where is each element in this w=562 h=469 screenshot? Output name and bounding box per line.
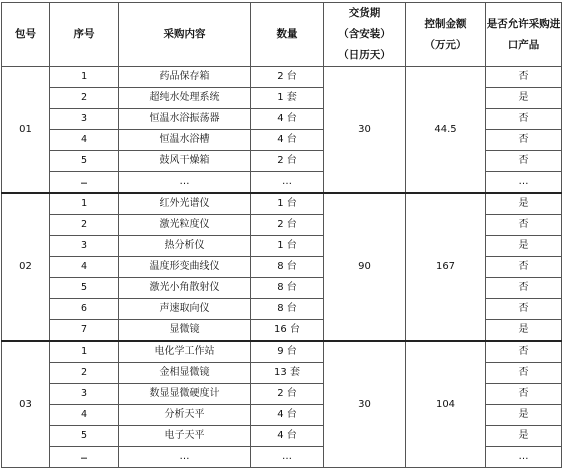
header-import-line: 口产品 [507,38,540,51]
header-delivery-line: 交货期 [348,7,381,19]
seq-cell: 5 [50,278,119,299]
quantity-cell: 9 台 [251,341,324,363]
quantity-cell: 1 套 [251,88,324,109]
item-cell: 激光粒度仪 [119,215,251,236]
header-control-amount [406,3,486,67]
seq-cell: 3 [50,109,119,130]
seq-cell: 2 [50,363,119,384]
quantity-cell: 4 台 [251,109,324,130]
item-cell: 电化学工作站 [119,341,251,363]
seq-cell: 6 [50,299,119,320]
quantity-cell: 8 台 [251,257,324,278]
import-cell: 是 [486,88,562,109]
header-import-allowed [486,3,562,67]
item-cell: 数显显微硬度计 [119,384,251,405]
item-cell: 激光小角散射仪 [119,278,251,299]
item-cell: 药品保存箱 [119,67,251,88]
import-cell: 否 [486,341,562,363]
import-cell: 是 [486,405,562,426]
item-cell: … [119,172,251,194]
seq-cell: 5 [50,151,119,172]
seq-cell: 4 [50,257,119,278]
package-id-cell: 03 [2,341,50,468]
header-delivery-period [324,3,406,67]
quantity-cell: … [251,447,324,468]
package-id-cell: 01 [2,67,50,194]
quantity-cell: 13 套 [251,363,324,384]
import-cell: 否 [486,278,562,299]
table-body [2,67,562,468]
item-cell: 恒温水浴振荡器 [119,109,251,130]
package-id-cell: 02 [2,193,50,341]
amount-cell: 44.5 [406,67,486,194]
delivery-cell: 30 [324,67,406,194]
table-row [2,193,562,215]
seq-cell: 1 [50,341,119,363]
header-amount-line: 控制金额 [424,17,467,30]
item-cell: … [119,447,251,468]
seq-cell: 1 [50,193,119,215]
seq-cell: 2 [50,215,119,236]
header-package-no: 包号 [2,3,50,67]
import-cell: 是 [486,426,562,447]
quantity-cell: 8 台 [251,278,324,299]
header-import-line: 是否允许采购进 [486,17,561,30]
item-cell: 超纯水处理系统 [119,88,251,109]
item-cell: 鼓风干燥箱 [119,151,251,172]
quantity-cell: 2 台 [251,67,324,88]
quantity-cell: 16 台 [251,320,324,342]
amount-cell: 167 [406,193,486,341]
delivery-cell: 90 [324,193,406,341]
import-cell: 是 [486,320,562,342]
seq-cell: … [50,172,119,194]
import-cell: 否 [486,151,562,172]
quantity-cell: 4 台 [251,130,324,151]
import-cell: 否 [486,67,562,88]
seq-cell: 5 [50,426,119,447]
table-row [2,67,562,88]
procurement-table [1,2,562,468]
import-cell: 否 [486,299,562,320]
import-cell: 否 [486,363,562,384]
quantity-cell: 1 台 [251,236,324,257]
seq-cell: 2 [50,88,119,109]
header-seq-no: 序号 [50,3,119,67]
item-cell: 红外光谱仪 [119,193,251,215]
item-cell: 电子天平 [119,426,251,447]
import-cell: 否 [486,130,562,151]
quantity-cell: 2 台 [251,151,324,172]
delivery-cell: 30 [324,341,406,468]
quantity-cell: 4 台 [251,405,324,426]
item-cell: 声速取向仪 [119,299,251,320]
quantity-cell: 2 台 [251,384,324,405]
item-cell: 金相显微镜 [119,363,251,384]
quantity-cell: 8 台 [251,299,324,320]
import-cell: 否 [486,257,562,278]
import-cell: 否 [486,215,562,236]
quantity-cell: 1 台 [251,193,324,215]
seq-cell: 4 [50,405,119,426]
header-delivery-line: （日历天） [338,49,391,61]
seq-cell: 1 [50,67,119,88]
header-delivery-line: （含安装） [338,28,391,40]
import-cell: 否 [486,109,562,130]
item-cell: 恒温水浴槽 [119,130,251,151]
item-cell: 显微镜 [119,320,251,342]
item-cell: 分析天平 [119,405,251,426]
seq-cell: … [50,447,119,468]
quantity-cell: … [251,172,324,194]
import-cell: 是 [486,236,562,257]
import-cell: … [486,447,562,468]
item-cell: 热分析仪 [119,236,251,257]
header-content: 采购内容 [119,3,251,67]
amount-cell: 104 [406,341,486,468]
header-quantity: 数量 [251,3,324,67]
import-cell: 是 [486,193,562,215]
quantity-cell: 2 台 [251,215,324,236]
import-cell: 否 [486,384,562,405]
seq-cell: 7 [50,320,119,342]
seq-cell: 3 [50,236,119,257]
item-cell: 温度形变曲线仪 [119,257,251,278]
seq-cell: 4 [50,130,119,151]
header-row [2,3,562,67]
table-row [2,341,562,363]
import-cell: … [486,172,562,194]
quantity-cell: 4 台 [251,426,324,447]
seq-cell: 3 [50,384,119,405]
header-amount-line: （万元） [424,38,467,51]
